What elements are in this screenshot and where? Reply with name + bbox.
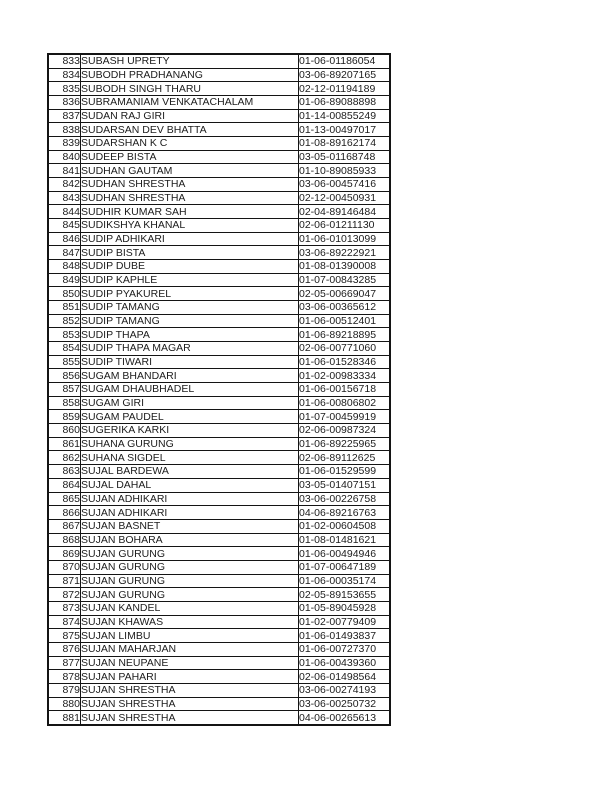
table-row: [48, 492, 390, 506]
table-row: [48, 465, 390, 479]
table-row: [48, 642, 390, 656]
person-name-cell: SUDIP PYAKUREL: [81, 287, 299, 301]
person-name-cell: SUDHAN GAUTAM: [81, 164, 299, 178]
id-number-cell: 01-02-00604508: [299, 519, 391, 533]
person-name-cell: SUGAM GIRI: [81, 396, 299, 410]
id-number-cell: 01-07-00647189: [299, 560, 391, 574]
person-name-cell: SUGAM PAUDEL: [81, 410, 299, 424]
id-number-cell: 03-06-00226758: [299, 492, 391, 506]
id-number-cell: 01-07-00843285: [299, 273, 391, 287]
id-number-cell: 01-13-00497017: [299, 123, 391, 137]
serial-number-cell: 833: [48, 54, 81, 68]
table-row: [48, 205, 390, 219]
person-name-cell: SUDARSAN DEV BHATTA: [81, 123, 299, 137]
person-name-cell: SUBRAMANIAM VENKATACHALAM: [81, 96, 299, 110]
serial-number-cell: 873: [48, 601, 81, 615]
table-row: [48, 301, 390, 315]
person-name-cell: SUJAL BARDEWA: [81, 465, 299, 479]
serial-number-cell: 869: [48, 547, 81, 561]
table-row: [48, 314, 390, 328]
id-number-cell: 01-06-89218895: [299, 328, 391, 342]
id-number-cell: 01-06-01186054: [299, 54, 391, 68]
person-name-cell: SUDIP DUBE: [81, 260, 299, 274]
table-row: [48, 697, 390, 711]
serial-number-cell: 853: [48, 328, 81, 342]
table-row: [48, 342, 390, 356]
serial-number-cell: 838: [48, 123, 81, 137]
person-name-cell: SUGERIKA KARKI: [81, 424, 299, 438]
id-number-cell: 02-06-01211130: [299, 219, 391, 233]
serial-number-cell: 867: [48, 519, 81, 533]
table-row: [48, 287, 390, 301]
person-name-cell: SUJAN KHAWAS: [81, 615, 299, 629]
table-row: [48, 355, 390, 369]
id-number-cell: 01-05-89045928: [299, 601, 391, 615]
id-number-cell: 03-06-00365612: [299, 301, 391, 315]
table-row: [48, 273, 390, 287]
id-number-cell: 02-04-89146484: [299, 205, 391, 219]
id-number-cell: 03-06-00274193: [299, 683, 391, 697]
table-row: [48, 574, 390, 588]
id-number-cell: 01-10-89085933: [299, 164, 391, 178]
serial-number-cell: 844: [48, 205, 81, 219]
person-name-cell: SUJAN KANDEL: [81, 601, 299, 615]
serial-number-cell: 866: [48, 506, 81, 520]
table-row: [48, 109, 390, 123]
serial-number-cell: 841: [48, 164, 81, 178]
table-row: [48, 178, 390, 192]
id-number-cell: 04-06-89216763: [299, 506, 391, 520]
table-row: [48, 137, 390, 151]
table-row: [48, 601, 390, 615]
serial-number-cell: 876: [48, 642, 81, 656]
table-row: [48, 711, 390, 725]
serial-number-cell: 837: [48, 109, 81, 123]
name-id-roster-table: [47, 53, 391, 726]
roster-table-body: [48, 54, 390, 725]
serial-number-cell: 856: [48, 369, 81, 383]
id-number-cell: 01-06-00439360: [299, 656, 391, 670]
serial-number-cell: 849: [48, 273, 81, 287]
serial-number-cell: 854: [48, 342, 81, 356]
table-row: [48, 410, 390, 424]
table-row: [48, 68, 390, 82]
table-row: [48, 629, 390, 643]
table-row: [48, 519, 390, 533]
serial-number-cell: 848: [48, 260, 81, 274]
person-name-cell: SUJAN SHRESTHA: [81, 697, 299, 711]
id-number-cell: 02-06-00987324: [299, 424, 391, 438]
id-number-cell: 02-12-01194189: [299, 82, 391, 96]
person-name-cell: SUJAN SHRESTHA: [81, 683, 299, 697]
person-name-cell: SUJAN GURUNG: [81, 560, 299, 574]
serial-number-cell: 875: [48, 629, 81, 643]
id-number-cell: 01-06-01493837: [299, 629, 391, 643]
id-number-cell: 02-06-89112625: [299, 451, 391, 465]
id-number-cell: 03-06-00457416: [299, 178, 391, 192]
person-name-cell: SUDHIR KUMAR SAH: [81, 205, 299, 219]
id-number-cell: 03-06-89207165: [299, 68, 391, 82]
id-number-cell: 01-06-00156718: [299, 383, 391, 397]
person-name-cell: SUGAM DHAUBHADEL: [81, 383, 299, 397]
table-row: [48, 451, 390, 465]
table-row: [48, 123, 390, 137]
id-number-cell: 01-06-89088898: [299, 96, 391, 110]
serial-number-cell: 872: [48, 588, 81, 602]
serial-number-cell: 851: [48, 301, 81, 315]
table-row: [48, 369, 390, 383]
serial-number-cell: 862: [48, 451, 81, 465]
id-number-cell: 01-08-01481621: [299, 533, 391, 547]
serial-number-cell: 859: [48, 410, 81, 424]
id-number-cell: 04-06-00265613: [299, 711, 391, 725]
person-name-cell: SUHANA SIGDEL: [81, 451, 299, 465]
person-name-cell: SUDIP BISTA: [81, 246, 299, 260]
serial-number-cell: 878: [48, 670, 81, 684]
serial-number-cell: 874: [48, 615, 81, 629]
serial-number-cell: 880: [48, 697, 81, 711]
person-name-cell: SUDIKSHYA KHANAL: [81, 219, 299, 233]
person-name-cell: SUJAN LIMBU: [81, 629, 299, 643]
person-name-cell: SUBODH SINGH THARU: [81, 82, 299, 96]
person-name-cell: SUJAN PAHARI: [81, 670, 299, 684]
table-row: [48, 232, 390, 246]
person-name-cell: SUBODH PRADHANANG: [81, 68, 299, 82]
serial-number-cell: 865: [48, 492, 81, 506]
person-name-cell: SUBASH UPRETY: [81, 54, 299, 68]
id-number-cell: 01-06-01529599: [299, 465, 391, 479]
serial-number-cell: 842: [48, 178, 81, 192]
serial-number-cell: 839: [48, 137, 81, 151]
person-name-cell: SUHANA GURUNG: [81, 437, 299, 451]
serial-number-cell: 858: [48, 396, 81, 410]
id-number-cell: 01-06-00035174: [299, 574, 391, 588]
id-number-cell: 03-05-01407151: [299, 478, 391, 492]
id-number-cell: 01-06-89225965: [299, 437, 391, 451]
table-row: [48, 437, 390, 451]
table-row: [48, 96, 390, 110]
table-row: [48, 191, 390, 205]
person-name-cell: SUJAN ADHIKARI: [81, 506, 299, 520]
id-number-cell: 02-05-00669047: [299, 287, 391, 301]
id-number-cell: 01-06-00806802: [299, 396, 391, 410]
table-row: [48, 246, 390, 260]
id-number-cell: 01-06-01013099: [299, 232, 391, 246]
person-name-cell: SUJAL DAHAL: [81, 478, 299, 492]
person-name-cell: SUDIP ADHIKARI: [81, 232, 299, 246]
id-number-cell: 03-06-00250732: [299, 697, 391, 711]
person-name-cell: SUDAN RAJ GIRI: [81, 109, 299, 123]
table-row: [48, 150, 390, 164]
id-number-cell: 02-12-00450931: [299, 191, 391, 205]
table-row: [48, 396, 390, 410]
table-row: [48, 506, 390, 520]
id-number-cell: 02-06-00771060: [299, 342, 391, 356]
table-row: [48, 82, 390, 96]
table-row: [48, 533, 390, 547]
person-name-cell: SUDIP THAPA MAGAR: [81, 342, 299, 356]
table-row: [48, 683, 390, 697]
person-name-cell: SUJAN BASNET: [81, 519, 299, 533]
person-name-cell: SUDHAN SHRESTHA: [81, 178, 299, 192]
person-name-cell: SUDIP TAMANG: [81, 301, 299, 315]
id-number-cell: 01-08-01390008: [299, 260, 391, 274]
id-number-cell: 01-07-00459919: [299, 410, 391, 424]
serial-number-cell: 835: [48, 82, 81, 96]
id-number-cell: 02-05-89153655: [299, 588, 391, 602]
serial-number-cell: 845: [48, 219, 81, 233]
person-name-cell: SUDIP TAMANG: [81, 314, 299, 328]
table-row: [48, 328, 390, 342]
person-name-cell: SUDHAN SHRESTHA: [81, 191, 299, 205]
id-number-cell: 01-02-00779409: [299, 615, 391, 629]
serial-number-cell: 870: [48, 560, 81, 574]
id-number-cell: 01-06-00512401: [299, 314, 391, 328]
table-row: [48, 478, 390, 492]
serial-number-cell: 879: [48, 683, 81, 697]
person-name-cell: SUJAN GURUNG: [81, 574, 299, 588]
table-row: [48, 615, 390, 629]
serial-number-cell: 860: [48, 424, 81, 438]
serial-number-cell: 881: [48, 711, 81, 725]
person-name-cell: SUGAM BHANDARI: [81, 369, 299, 383]
serial-number-cell: 863: [48, 465, 81, 479]
person-name-cell: SUDIP TIWARI: [81, 355, 299, 369]
person-name-cell: SUDARSHAN K C: [81, 137, 299, 151]
table-row: [48, 547, 390, 561]
serial-number-cell: 852: [48, 314, 81, 328]
person-name-cell: SUJAN GURUNG: [81, 588, 299, 602]
table-row: [48, 54, 390, 68]
person-name-cell: SUDIP THAPA: [81, 328, 299, 342]
id-number-cell: 01-06-01528346: [299, 355, 391, 369]
serial-number-cell: 877: [48, 656, 81, 670]
id-number-cell: 01-14-00855249: [299, 109, 391, 123]
serial-number-cell: 871: [48, 574, 81, 588]
serial-number-cell: 864: [48, 478, 81, 492]
person-name-cell: SUJAN MAHARJAN: [81, 642, 299, 656]
id-number-cell: 01-06-00727370: [299, 642, 391, 656]
serial-number-cell: 855: [48, 355, 81, 369]
table-row: [48, 260, 390, 274]
id-number-cell: 01-06-00494946: [299, 547, 391, 561]
table-row: [48, 219, 390, 233]
serial-number-cell: 868: [48, 533, 81, 547]
table-row: [48, 670, 390, 684]
table-row: [48, 424, 390, 438]
person-name-cell: SUDIP KAPHLE: [81, 273, 299, 287]
id-number-cell: 01-02-00983334: [299, 369, 391, 383]
id-number-cell: 01-08-89162174: [299, 137, 391, 151]
person-name-cell: SUDEEP BISTA: [81, 150, 299, 164]
table-row: [48, 164, 390, 178]
serial-number-cell: 861: [48, 437, 81, 451]
serial-number-cell: 857: [48, 383, 81, 397]
serial-number-cell: 850: [48, 287, 81, 301]
id-number-cell: 03-05-01168748: [299, 150, 391, 164]
person-name-cell: SUJAN SHRESTHA: [81, 711, 299, 725]
serial-number-cell: 846: [48, 232, 81, 246]
table-row: [48, 588, 390, 602]
person-name-cell: SUJAN BOHARA: [81, 533, 299, 547]
serial-number-cell: 840: [48, 150, 81, 164]
serial-number-cell: 847: [48, 246, 81, 260]
serial-number-cell: 834: [48, 68, 81, 82]
serial-number-cell: 836: [48, 96, 81, 110]
person-name-cell: SUJAN NEUPANE: [81, 656, 299, 670]
id-number-cell: 03-06-89222921: [299, 246, 391, 260]
table-row: [48, 560, 390, 574]
id-number-cell: 02-06-01498564: [299, 670, 391, 684]
serial-number-cell: 843: [48, 191, 81, 205]
person-name-cell: SUJAN GURUNG: [81, 547, 299, 561]
table-row: [48, 656, 390, 670]
table-row: [48, 383, 390, 397]
person-name-cell: SUJAN ADHIKARI: [81, 492, 299, 506]
